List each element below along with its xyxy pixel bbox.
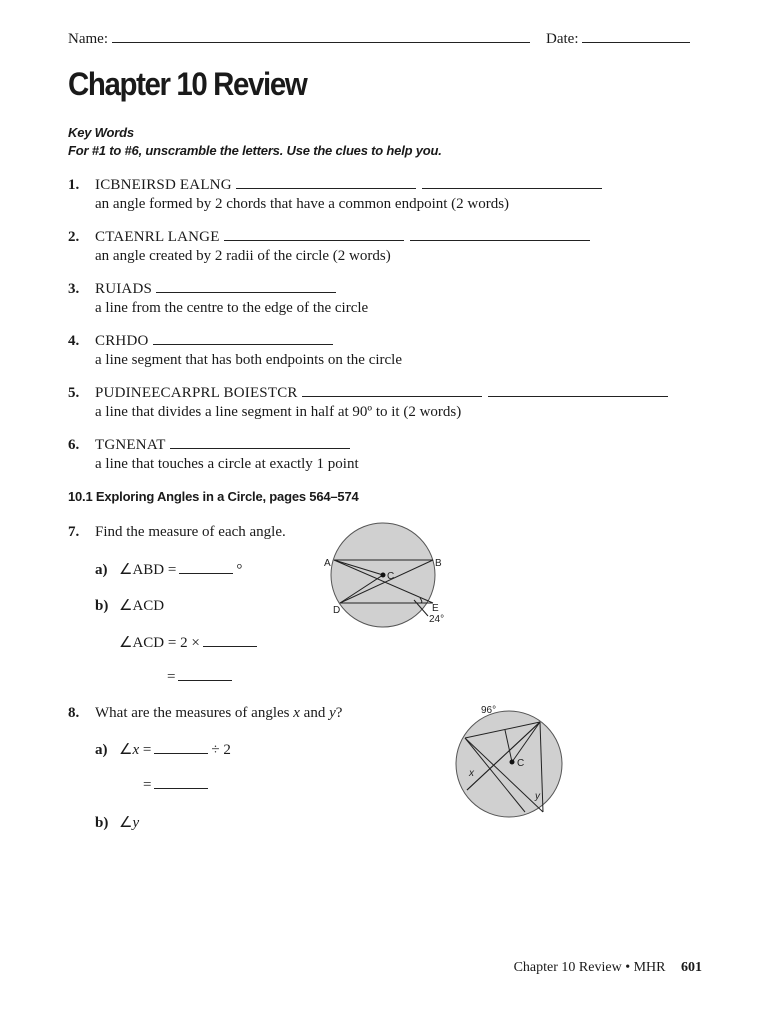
answer-blank[interactable] <box>178 668 232 681</box>
question-4: 4. CRHDO a line segment that has both endpoints on the circle <box>68 333 403 368</box>
answer-blank[interactable] <box>154 741 208 754</box>
answer-blank[interactable] <box>422 176 602 189</box>
q7-part-b: b) ∠ACD <box>95 598 165 614</box>
q8-part-a-line2: = <box>143 776 211 794</box>
label-c: C <box>517 758 525 769</box>
name-label: Name: <box>68 31 108 47</box>
page-title: Chapter 10 Review <box>68 66 307 102</box>
q7-part-b-line1: ∠ACD = 2 × <box>119 633 260 652</box>
center-point <box>510 760 515 765</box>
name-field[interactable] <box>68 28 530 48</box>
question-7: 7. Find the measure of each angle. <box>68 524 286 540</box>
center-point <box>381 573 386 578</box>
section-heading: 10.1 Exploring Angles in a Circle, pages 564–574 <box>68 489 359 504</box>
clue: an angle formed by 2 chords that have a common endpoint (2 words) <box>95 196 510 212</box>
scrambled-word: PUDINEECARPRL BOIESTCR <box>95 385 298 401</box>
question-6: 6. TGNENAT a line that touches a circle at exactly 1 point <box>68 437 359 472</box>
circle-figure-q8 <box>455 700 565 825</box>
question-prompt: Find the measure of each angle. <box>95 524 286 540</box>
question-5: 5. PUDINEECARPRL BOIESTCR a line that divides a line segment in half at 90º to it (2 words) <box>68 384 668 422</box>
scrambled-word: CRHDO <box>95 333 149 349</box>
answer-blank[interactable] <box>302 384 482 397</box>
page-footer <box>514 960 702 976</box>
answer-blank[interactable] <box>203 634 257 647</box>
footer-bullet: • <box>625 960 631 975</box>
answer-blank[interactable] <box>153 332 333 345</box>
date-line <box>582 28 690 43</box>
label-a: A <box>324 558 331 569</box>
name-line <box>112 28 530 43</box>
q7-part-b-line2: = <box>167 668 235 686</box>
q8-part-a: a) ∠x = ÷ 2 <box>95 742 231 758</box>
label-e: E <box>432 603 439 614</box>
answer-blank[interactable] <box>179 561 233 574</box>
question-1: 1. ICBNEIRSD EALNG an angle formed by 2 chords that have a common endpoint (2 words) <box>68 176 602 214</box>
question-2: 2. CTAENRL LANGE an angle created by 2 radii of the circle (2 words) <box>68 228 590 266</box>
key-words-instructions: For #1 to #6, unscramble the letters. Use the clues to help you. <box>68 143 442 158</box>
q7-part-a: a) ∠ABD = ° <box>95 562 243 578</box>
answer-blank[interactable] <box>224 228 404 241</box>
scrambled-word: ICBNEIRSD EALNG <box>95 177 232 193</box>
answer-blank[interactable] <box>236 176 416 189</box>
answer-blank[interactable] <box>156 280 336 293</box>
q8-part-b: b) ∠y <box>95 815 140 831</box>
clue: a line from the centre to the edge of the circle <box>95 300 369 316</box>
footer-publisher: MHR <box>633 960 666 975</box>
footer-text: Chapter 10 Review <box>513 960 622 975</box>
answer-blank[interactable] <box>154 776 208 789</box>
label-arc: 96° <box>481 705 497 716</box>
label-angle: 24° <box>429 614 445 625</box>
answer-blank[interactable] <box>410 228 590 241</box>
date-label: Date: <box>546 31 579 47</box>
scrambled-word: RUIADS <box>95 281 153 297</box>
answer-blank[interactable] <box>170 436 350 449</box>
circle-figure-q7 <box>320 520 460 635</box>
question-3: 3. RUIADS a line from the centre to the edge of the circle <box>68 281 369 316</box>
circle <box>456 711 562 817</box>
answer-blank[interactable] <box>488 384 668 397</box>
clue: a line that divides a line segment in half at 90º to it (2 words) <box>95 404 462 420</box>
scrambled-word: CTAENRL LANGE <box>95 229 220 245</box>
label-d: D <box>333 605 341 616</box>
label-b: B <box>435 558 442 569</box>
question-8: 8. What are the measures of angles x and y? <box>68 705 343 721</box>
clue: an angle created by 2 radii of the circle (2 words) <box>95 248 391 264</box>
date-field[interactable] <box>546 28 690 48</box>
clue: a line that touches a circle at exactly 1 point <box>95 456 359 472</box>
label-c: C <box>387 571 395 582</box>
page-number: 601 <box>681 960 702 975</box>
label-y: y <box>535 791 540 802</box>
key-words-heading: Key Words <box>68 125 134 140</box>
label-x: x <box>469 768 474 779</box>
scrambled-word: TGNENAT <box>95 437 166 453</box>
clue: a line segment that has both endpoints on the circle <box>95 352 403 368</box>
